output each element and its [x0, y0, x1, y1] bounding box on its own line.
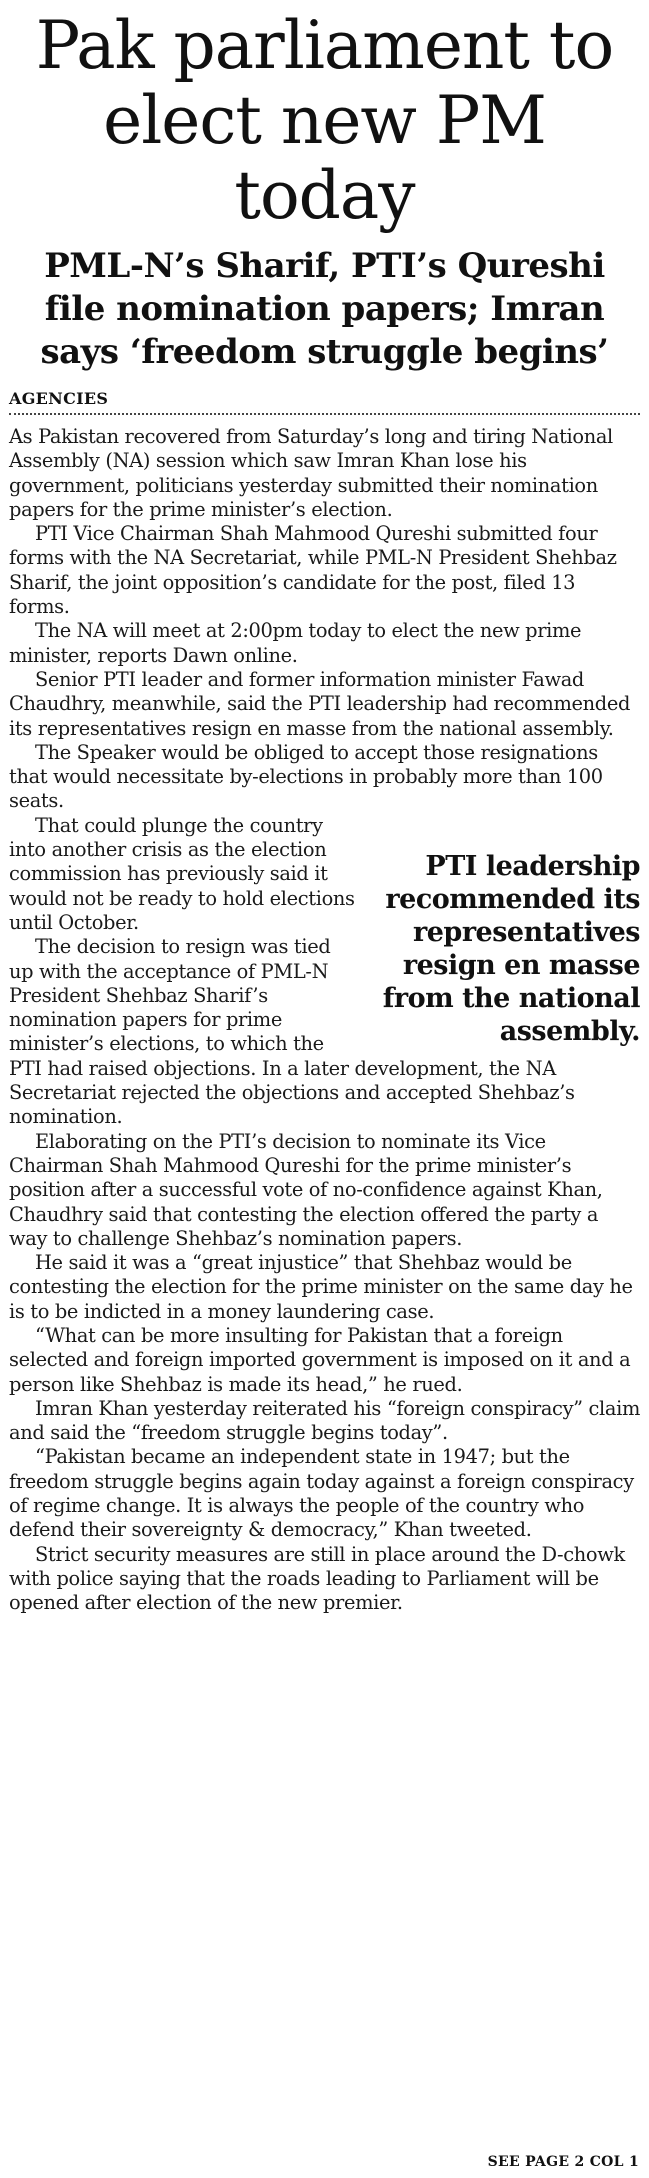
paragraph-8: Elaborating on the PTI’s decision to nominate its Vice Chairman Shah Mahmood Qureshi for the prime minister’s position after a successful vote of no-confidence against Khan, Chaudhry said that contesting the election offered the party a way to challenge Shehbaz’s nomination papers. [9, 1129, 603, 1250]
byline-divider [9, 413, 640, 415]
headline: Pak parliament to elect new PM today [35, 7, 614, 234]
paragraph-4: Senior PTI leader and former information minister Fawad Chaudhry, meanwhile, said the PTI leadership had recommended its representatives resign en masse from the national assembly. [9, 667, 631, 740]
paragraph-6: That could plunge the country into another crisis as the election commission has previously said it would not be ready to hold elections until October. [9, 813, 355, 934]
subheadline: PML-N’s Sharif, PTI’s Qureshi file nomination papers; Imran says ‘freedom struggle begins’ [40, 246, 609, 372]
paragraph-3: The NA will meet at 2:00pm today to elect the new prime minister, reports Dawn online. [9, 619, 582, 667]
byline: AGENCIES [9, 389, 109, 408]
paragraph-1: As Pakistan recovered from Saturday’s long and tiring National Assembly (NA) session which saw Imran Khan lose his government, politicians yesterday submitted their nomination papers for the prime minister’s election. [9, 425, 613, 521]
paragraph-10: “What can be more insulting for Pakistan that a foreign selected and foreign imported government is imposed on it and a person like Shehbaz is made its head,” he rued. [9, 1323, 631, 1396]
paragraph-2: PTI Vice Chairman Shah Mahmood Qureshi submitted four forms with the NA Secretariat, while PML-N President Shehbaz Sharif, the joint opposition’s candidate for the post, filed 13 forms. [9, 522, 617, 619]
paragraph-13: Strict security measures are still in place around the D-chowk with police saying that the roads leading to Parliament will be opened after election of the new premier. [9, 1542, 625, 1615]
article-body [9, 425, 640, 1616]
paragraph-7: The decision to resign was tied up with the acceptance of PML-N President Shehbaz Sharif’s nomination papers for prime minister’s elections, to which the PTI had raised objections. In a later development, the NA Secretariat rejected the objections and accepted Shehbaz’s nomination. [9, 935, 575, 1129]
paragraph-9: He said it was a “great injustice” that Shehbaz would be contesting the election for the prime minister on the same day he is to be indicted in a money laundering case. [9, 1251, 633, 1323]
pull-quote: PTI leadership recommended its representatives resign en masse from the national assembly. [382, 850, 640, 1047]
paragraph-5: The Speaker would be obliged to accept those resignations that would necessitate by-elections in probably more than 100 seats. [9, 740, 603, 813]
paragraph-11: Imran Khan yesterday reiterated his “foreign conspiracy” claim and said the “freedom struggle begins today”. [9, 1396, 641, 1445]
continued-on-page-link: SEE PAGE 2 COL 1 [487, 2154, 639, 2170]
paragraph-12: “Pakistan became an independent state in 1947; but the freedom struggle begins again today against a foreign conspiracy of regime change. It is always the people of the country who defend their sovereignty & democracy,” Khan tweeted. [9, 1445, 634, 1542]
